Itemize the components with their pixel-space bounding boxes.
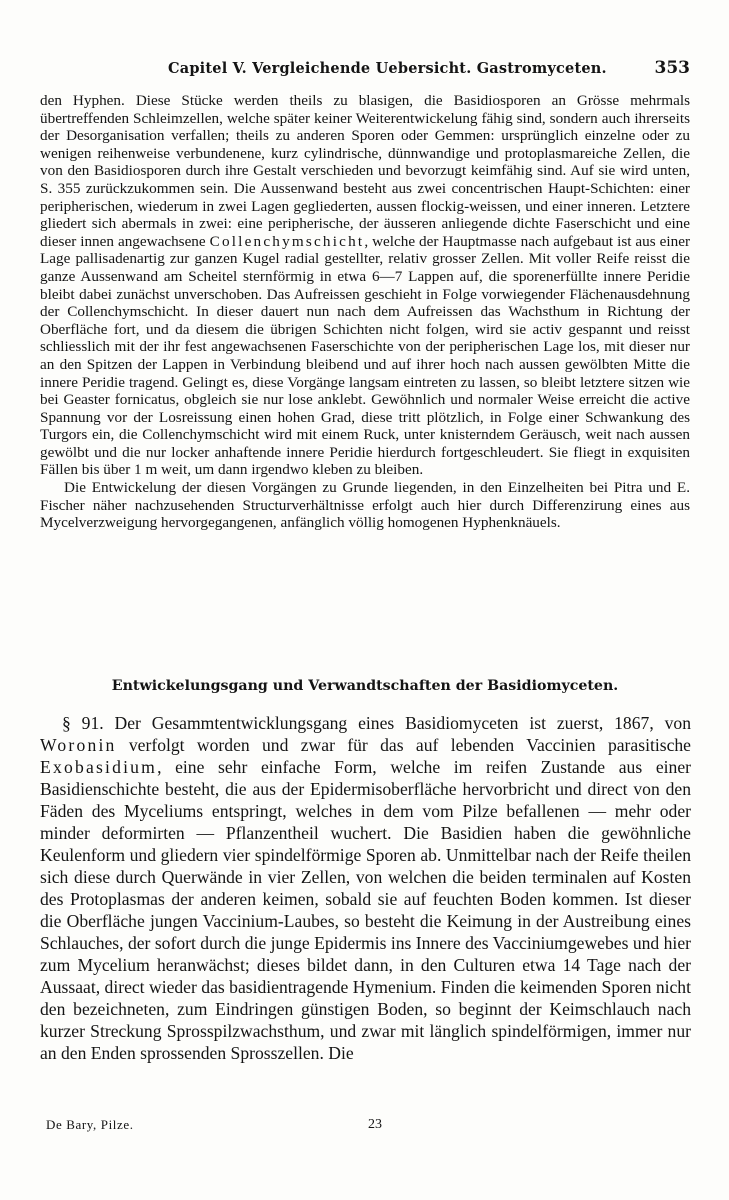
small-print-block <box>40 92 690 532</box>
main-paragraph-part-3: , eine sehr einfache Form, welche im reifen Zustande aus einer Basidienschichte besteht, die aus der Epidermisoberfläche hervorbricht und direct von den Fäden des Myceliums entspringt, welches in dem vom Pilze befallenen — mehr oder minder deformirten — Pflanzentheil wuchert. Die Basidien haben die gewöhnliche Keulenform und gliedern vier spindelförmige Sporen ab. Unmittelbar nach der Reife theilen sich diese durch Querwände in vier Zellen, von welchen die beiden terminalen auf Kosten des Protoplasmas der anderen keimen, sobald sie auf feuchten Boden kommen. Ist dieser die Oberfläche jungen Vaccinium-Laubes, so besteht die Keimung in der Austreibung eines Schlauches, der sofort durch die junge Epidermis ins Innere des Vacciniumgewebes und hier zum Mycelium heranwächst; dieses bildet dann, in den Culturen etwa 14 Tage nach der Aussaat, direct wieder das basidientragende Hymenium. Finden die keimenden Sporen nicht den bezeichneten, zum Eindringen günstigen Boden, so beginnt der Keimschlauch nach kurzer Streckung Sprosspilzwachsthum, und zwar mit länglich spindelförmigen, immer nur an den Enden sprossenden Sprosszellen. Die <box>40 757 691 1063</box>
main-paragraph-part-2: verfolgt worden und zwar für das auf lebenden Vaccinien parasitische <box>128 735 691 755</box>
small-paragraph-1 <box>40 92 690 479</box>
small-paragraph-1-rest: , welche der Hauptmasse nach aufgebaut ist aus einer Lage pallisadenartig zur ganzen Kugel radial gestellter, relativ grosser Zellen. Mit voller Reife reisst die ganze Aussenwand am Scheitel sternförmig in etwa 6—7 Lappen auf, die sporenerfüllte innere Peridie bleibt dabei zunächst unverschoben. Das Aufreissen geschieht in Folge vorwiegender Flächenausdehnung der Collenchymschicht. In dieser dauert nun nach dem Aufreissen das Wachsthum in Richtung der Oberfläche fort, und da diesem die übrigen Schichten nicht folgen, wird sie activ gespannt und reisst schliesslich mit der ihr fest angewachsenen Faserschichte von der peripherischen Lage los, mit dieser nur an den Spitzen der Lappen in Verbindung bleibend und auf ihrer hoch nach aussen gewölbten Mitte die innere Peridie tragend. Gelingt es, diese Vorgänge langsam eintreten zu lassen, so bleibt letztere sitzen wie bei Geaster fornicatus, obgleich sie nur lose anklebt. Gewöhnlich und normaler Weise erreicht die active Spannung vor der Losreissung einen hohen Grad, diese tritt plötzlich, in Folge einer Schwankung des Turgors ein, die Collenchymschicht wird mit einem Ruck, unter knisterndem Geräusch, weit nach aussen gewölbt und die nur locker anhaftende innere Peridie hierdurch fortgeschleudert. Sie fliegt in exquisiten Fällen bis über 1 m weit, um dann irgendwo kleben zu bleiben. <box>40 232 691 479</box>
spaced-name-exobasidium: Exobasidium <box>40 757 158 777</box>
small-paragraph-2: Die Entwickelung der diesen Vorgängen zu Grunde liegenden, in den Einzelheiten bei Pitra und E. Fischer näher nachzusehenden Structurverhältnisse erfolgt auch hier durch Differenzirung eines aus Mycelverzweigung hervorgegangenen, anfänglich völlig homogenen Hyphenknäuels. <box>40 479 690 532</box>
spaced-name-woronin: Woronin <box>40 735 117 755</box>
spaced-term-collenchymschicht: Collenchymschicht <box>209 232 365 250</box>
main-text-block <box>40 712 691 1064</box>
main-paragraph-part-1: § 91. Der Gesammtentwicklungsgang eines Basidiomyceten ist zuerst, 1867, von <box>62 713 691 733</box>
page-header <box>40 58 690 84</box>
small-paragraph-1-text: den Hyphen. Diese Stücke werden theils zu blasigen, die Basidiosporen an Grösse mehrmals übertreffenden Schleimzellen, welche später keiner Weiterentwickelung fähig sind, sondern auch ihrerseits der Desorganisation verfallen; theils zu anderen Sporen oder Gemmen: ursprünglich einzelne oder zu wenigen reihenweise verbundenene, kurz cylindrische, dünnwandige und protoplasmareiche Zellen, die von den Basidiosporen durch ihre Gestalt verschieden und bevorzugt keimfähig sind. Auf sie wird unten, S. 355 zurückzukommen sein. Die Aussenwand besteht aus zwei concentrischen Haupt-Schichten: einer peripherischen, wiederum in zwei Lagen gegliederten, aussen flockig-weissen, und einer inneren. Letztere gliedert sich abermals in zwei: eine peripherische, der äusseren anliegende dichte Faserschicht und eine dieser innen angewachsene <box>40 92 690 250</box>
page-number: 353 <box>654 58 690 78</box>
sheet-number: 23 <box>368 1117 382 1132</box>
section-heading: Entwickelungsgang und Verwandtschaften der Basidiomyceten. <box>111 678 619 694</box>
main-paragraph <box>40 712 691 1064</box>
running-title: Capitel V. Vergleichende Uebersicht. Gastromyceten. <box>168 60 607 77</box>
page-footer <box>40 1117 690 1137</box>
footer-signature: De Bary, Pilze. <box>46 1117 134 1132</box>
